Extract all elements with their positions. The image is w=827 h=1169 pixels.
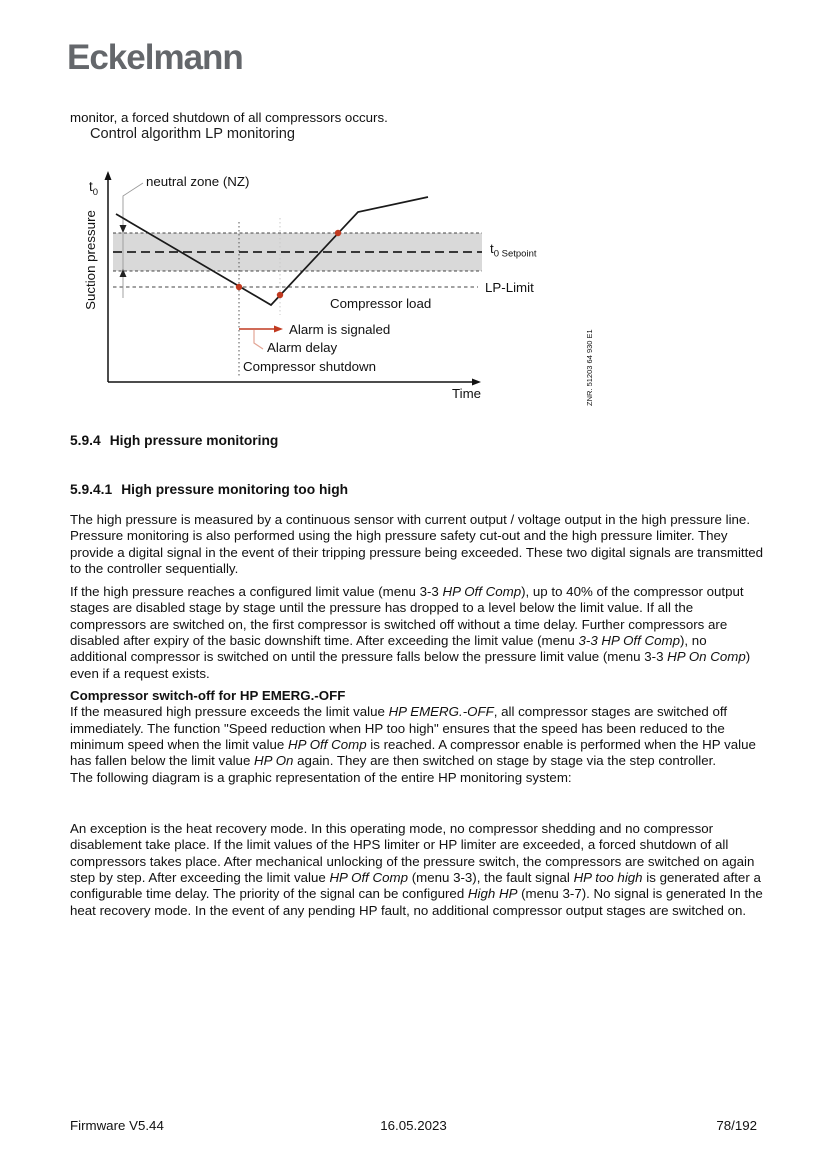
page-footer xyxy=(70,1118,757,1133)
alarm-delay-label: Alarm delay xyxy=(267,340,338,355)
nz-down-arrow-icon xyxy=(120,225,127,233)
lp-limit-label: LP-Limit xyxy=(485,280,534,295)
footer-firmware-version: Firmware V5.44 xyxy=(70,1118,164,1133)
footer-date: 16.05.2023 xyxy=(380,1118,447,1133)
footer-page-number: 78/192 xyxy=(716,1118,757,1133)
paragraph-heat-recovery: An exception is the heat recovery mode. In this operating mode, no compressor shedding and no compressor disablement take place. If the limit values of the HPS limiter or HP limiter are exceeded, a forced shutdown of all compressors takes place. After mechanical unlocking of the pressure switch, the compressors are switched on again step by step. After exceeding the limit value HP Off Comp (menu 3-3), the fault signal HP too high is generated after a configurable time delay. The priority of the signal can be configured High HP (menu 3-7). No signal is generated In the heat recovery mode. In the event of any pending HP fault, no additional compressor output stages are switched on. xyxy=(70,821,763,918)
paragraph-sensor: The high pressure is measured by a continuous sensor with current output / voltage output in the high pressure line. Pressure monitoring is also performed using the high pressure safety cut-out and the high pressure limiter. They provide a digital signal in the event of their tripping pressure being exceeded. These two digital signals are transmitted to the controller sequentially. xyxy=(70,512,764,577)
figure-caption: Control algorithm LP monitoring xyxy=(90,126,295,142)
alarm-signaled-label: Alarm is signaled xyxy=(289,322,391,337)
compressor-shutdown-label: Compressor shutdown xyxy=(243,359,377,374)
x-axis-arrow-icon xyxy=(472,379,481,386)
x-axis-label: Time xyxy=(452,386,482,401)
section-heading-594 xyxy=(70,433,278,448)
section-number: 5.9.4 xyxy=(70,433,101,448)
y-axis-arrow-icon xyxy=(105,171,112,180)
shutdown-event-dot xyxy=(236,284,242,290)
lp-monitoring-diagram xyxy=(0,160,770,415)
setpoint-label: $t_{0 Setpoint}$ xyxy=(490,241,537,260)
paragraph-limit-value: If the high pressure reaches a configured limit value (menu 3-3 HP Off Comp), up to 40% of the compressor output stages are disabled stage by stage until the pressure has dropped to a level below the limit value. If all the compressors are switched on, the first compressor is switched off without a time delay. Further compressors are disabled after expiry of the basic downshift time. After exceeding the limit value (menu 3-3 HP Off Comp), no additional compressor is switched on until the pressure falls below the pressure limit value (menu 3-3 HP On Comp) even if a request exists. xyxy=(70,584,751,681)
section-heading-5941 xyxy=(70,482,348,497)
emerg-off-outro: The following diagram is a graphic representation of the entire HP monitoring system: xyxy=(70,769,572,785)
y-axis-label: Suction pressure xyxy=(83,210,98,310)
alarm-event-dot xyxy=(277,292,283,298)
alarm-delay-arrowhead-icon xyxy=(274,326,283,333)
neutral-zone-label: neutral zone (NZ) xyxy=(146,174,250,189)
lp-diagram-svg xyxy=(0,160,770,415)
emerg-off-body: If the measured high pressure exceeds the limit value HP EMERG.-OFF, all compressor stages are switched off immediately. The function "Speed reduction when HP too high" ensures that the speed has been reduced to the minimum speed when the limit value HP Off Comp is reached. A compressor enable is performed when the HP value has fallen below the limit value HP On again. They are then switched on stage by stage via the step controller. xyxy=(70,704,756,769)
intro-line: monitor, a forced shutdown of all compressors occurs. xyxy=(70,110,388,125)
alarm-delay-leader xyxy=(254,330,263,349)
section-title: High pressure monitoring too high xyxy=(121,482,349,497)
section-title: High pressure monitoring xyxy=(109,433,279,448)
paragraph-emerg-off xyxy=(70,688,766,786)
compressor-load-label: Compressor load xyxy=(330,296,432,311)
t0-axis-label: $t_0$ xyxy=(89,179,99,198)
znr-code-label: ZNR. 51203 64 930 E1 xyxy=(585,329,594,406)
section-number: 5.9.4.1 xyxy=(70,482,113,497)
reload-event-dot xyxy=(335,230,341,236)
emerg-off-heading: Compressor switch-off for HP EMERG.-OFF xyxy=(70,688,346,703)
eckelmann-logo: Eckelmann xyxy=(67,38,243,77)
